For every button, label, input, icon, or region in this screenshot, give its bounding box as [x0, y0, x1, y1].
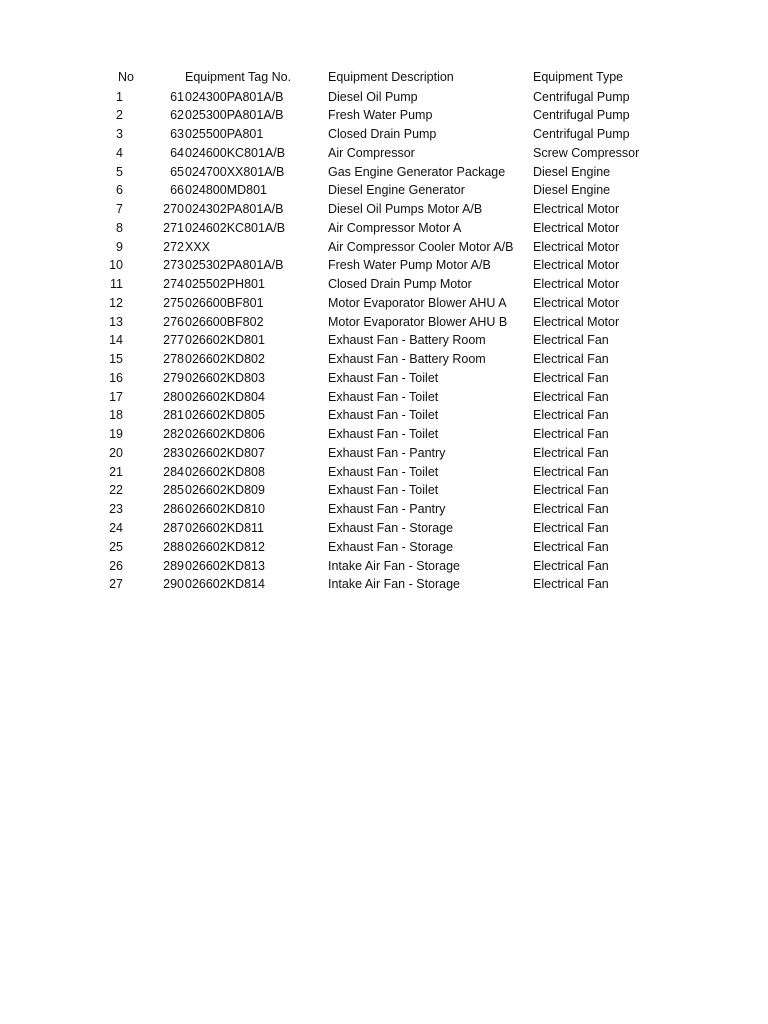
- row-no: 25: [109, 539, 123, 554]
- row-no: 23: [109, 502, 123, 517]
- row-no: 6: [116, 183, 123, 198]
- row-type: Diesel Engine: [533, 183, 611, 198]
- row-tag: 026602KD810: [185, 502, 265, 517]
- row-no: 11: [110, 277, 123, 292]
- row-tag: 026602KD806: [185, 427, 265, 442]
- row-tag: 025502PH801: [185, 277, 265, 292]
- row-no: 1: [116, 89, 123, 104]
- row-no: 19: [109, 427, 123, 442]
- row-description: Exhaust Fan - Pantry: [328, 502, 446, 517]
- table-row: [0, 425, 768, 444]
- header-type: Equipment Type: [533, 70, 624, 84]
- row-no: 24: [109, 520, 123, 535]
- row-tag: 026600BF802: [185, 314, 264, 329]
- table-row: [0, 219, 768, 238]
- table-row: [0, 406, 768, 425]
- row-type: Screw Compressor: [533, 145, 640, 160]
- row-tag-prefix: 273: [163, 258, 184, 273]
- row-tag-prefix: 61: [170, 89, 184, 104]
- row-tag-prefix: 270: [163, 202, 184, 217]
- row-tag-prefix: 66: [170, 183, 184, 198]
- row-tag: 026602KD807: [185, 445, 265, 460]
- row-type: Electrical Fan: [533, 408, 609, 423]
- table-row: [0, 181, 768, 200]
- row-type: Electrical Motor: [533, 220, 620, 235]
- row-no: 4: [116, 145, 123, 160]
- row-type: Electrical Motor: [533, 314, 620, 329]
- row-description: Air Compressor: [328, 145, 415, 160]
- row-tag: 026602KD809: [185, 483, 265, 498]
- row-description: Exhaust Fan - Storage: [328, 520, 454, 535]
- row-type: Electrical Fan: [533, 333, 609, 348]
- row-tag: 025500PA801: [185, 127, 264, 142]
- row-type: Electrical Fan: [533, 352, 609, 367]
- table-row: [0, 557, 768, 576]
- row-description: Fresh Water Pump Motor A/B: [328, 258, 491, 273]
- row-no: 3: [116, 127, 123, 142]
- table-row: [0, 388, 768, 407]
- row-type: Electrical Fan: [533, 483, 609, 498]
- row-tag: 024300PA801A/B: [185, 89, 284, 104]
- row-description: Exhaust Fan - Toilet: [328, 427, 439, 442]
- row-tag: 024700XX801A/B: [185, 164, 285, 179]
- row-no: 2: [116, 108, 123, 123]
- row-description: Exhaust Fan - Storage: [328, 539, 454, 554]
- table-row: [0, 538, 768, 557]
- table-row: [0, 144, 768, 163]
- row-no: 20: [109, 445, 123, 460]
- row-type: Electrical Motor: [533, 258, 620, 273]
- row-tag: 026602KD808: [185, 464, 265, 479]
- row-tag: 026600BF801: [185, 295, 264, 310]
- row-type: Electrical Fan: [533, 577, 609, 592]
- row-type: Electrical Fan: [533, 464, 609, 479]
- table-row: [0, 294, 768, 313]
- row-tag-prefix: 279: [163, 370, 184, 385]
- row-tag-prefix: 290: [163, 577, 184, 592]
- row-no: 22: [109, 483, 123, 498]
- row-tag-prefix: 272: [163, 239, 184, 254]
- row-tag-prefix: 284: [163, 464, 184, 479]
- row-description: Closed Drain Pump: [328, 127, 437, 142]
- table-row: [0, 481, 768, 500]
- row-no: 10: [109, 258, 123, 273]
- row-description: Intake Air Fan - Storage: [328, 577, 461, 592]
- row-description: Exhaust Fan - Pantry: [328, 445, 446, 460]
- row-tag: 026602KD813: [185, 558, 265, 573]
- row-no: 16: [109, 370, 123, 385]
- row-type: Electrical Fan: [533, 558, 609, 573]
- row-type: Centrifugal Pump: [533, 89, 630, 104]
- row-description: Exhaust Fan - Toilet: [328, 370, 439, 385]
- row-no: 5: [116, 164, 123, 179]
- row-type: Electrical Motor: [533, 277, 620, 292]
- row-type: Electrical Motor: [533, 239, 620, 254]
- table-row: [0, 350, 768, 369]
- row-tag-prefix: 281: [163, 408, 184, 423]
- row-type: Electrical Motor: [533, 295, 620, 310]
- row-tag-prefix: 286: [163, 502, 184, 517]
- row-no: 8: [116, 220, 123, 235]
- row-tag: 026602KD804: [185, 389, 265, 404]
- row-tag-prefix: 64: [170, 145, 184, 160]
- table-row: [0, 331, 768, 350]
- row-tag: 024800MD801: [185, 183, 268, 198]
- table-row: [0, 444, 768, 463]
- row-description: Gas Engine Generator Package: [328, 164, 506, 179]
- row-tag-prefix: 282: [163, 427, 184, 442]
- row-description: Diesel Engine Generator: [328, 183, 465, 198]
- row-no: 9: [116, 239, 123, 254]
- row-tag: XXX: [185, 239, 211, 254]
- table-row: [0, 519, 768, 538]
- row-type: Electrical Fan: [533, 520, 609, 535]
- row-type: Electrical Fan: [533, 427, 609, 442]
- row-no: 12: [109, 295, 123, 310]
- header-tag: Equipment Tag No.: [185, 70, 292, 84]
- header-no: No: [118, 70, 134, 84]
- table-header: [0, 68, 768, 87]
- row-description: Exhaust Fan - Toilet: [328, 483, 439, 498]
- row-tag: 026602KD812: [185, 539, 265, 554]
- table-row: [0, 313, 768, 332]
- table-row: [0, 275, 768, 294]
- row-no: 27: [109, 577, 123, 592]
- row-tag-prefix: 65: [170, 164, 184, 179]
- row-type: Electrical Fan: [533, 370, 609, 385]
- row-tag-prefix: 283: [163, 445, 184, 460]
- table-row: [0, 88, 768, 107]
- row-tag: 026602KD811: [185, 520, 265, 535]
- row-description: Exhaust Fan - Toilet: [328, 389, 439, 404]
- row-no: 15: [109, 352, 123, 367]
- row-description: Exhaust Fan - Battery Room: [328, 333, 486, 348]
- row-no: 18: [109, 408, 123, 423]
- row-type: Diesel Engine: [533, 164, 611, 179]
- row-no: 17: [109, 389, 123, 404]
- row-type: Electrical Fan: [533, 502, 609, 517]
- row-tag-prefix: 63: [170, 127, 184, 142]
- row-description: Exhaust Fan - Toilet: [328, 464, 439, 479]
- table-row: [0, 575, 768, 594]
- row-type: Electrical Motor: [533, 202, 620, 217]
- row-tag-prefix: 271: [163, 220, 184, 235]
- row-tag-prefix: 280: [163, 389, 184, 404]
- row-no: 13: [109, 314, 123, 329]
- table-row: [0, 238, 768, 257]
- row-tag-prefix: 275: [163, 295, 184, 310]
- row-description: Motor Evaporator Blower AHU B: [328, 314, 508, 329]
- table-row: [0, 106, 768, 125]
- row-description: Air Compressor Cooler Motor A/B: [328, 239, 514, 254]
- row-tag: 025300PA801A/B: [185, 108, 284, 123]
- row-tag-prefix: 276: [163, 314, 184, 329]
- row-tag-prefix: 287: [163, 520, 184, 535]
- row-description: Fresh Water Pump: [328, 108, 433, 123]
- header-description: Equipment Description: [328, 70, 454, 84]
- row-tag: 024602KC801A/B: [185, 220, 286, 235]
- row-no: 21: [109, 464, 123, 479]
- row-type: Electrical Fan: [533, 539, 609, 554]
- row-tag-prefix: 274: [163, 277, 184, 292]
- table-row: [0, 463, 768, 482]
- table-row: [0, 200, 768, 219]
- row-tag: 024302PA801A/B: [185, 202, 284, 217]
- row-tag-prefix: 285: [163, 483, 184, 498]
- row-no: 26: [109, 558, 123, 573]
- table-row: [0, 125, 768, 144]
- row-type: Centrifugal Pump: [533, 108, 630, 123]
- table-row: [0, 163, 768, 182]
- row-tag: 026602KD805: [185, 408, 265, 423]
- row-tag: 026602KD801: [185, 333, 265, 348]
- row-tag: 026602KD803: [185, 370, 265, 385]
- row-tag-prefix: 289: [163, 558, 184, 573]
- row-tag: 024600KC801A/B: [185, 145, 286, 160]
- table-row: [0, 369, 768, 388]
- row-type: Electrical Fan: [533, 445, 609, 460]
- row-description: Diesel Oil Pump: [328, 89, 418, 104]
- row-tag-prefix: 288: [163, 539, 184, 554]
- row-description: Diesel Oil Pumps Motor A/B: [328, 202, 483, 217]
- row-type: Centrifugal Pump: [533, 127, 630, 142]
- row-no: 14: [109, 333, 123, 348]
- row-tag-prefix: 62: [170, 108, 184, 123]
- row-description: Exhaust Fan - Toilet: [328, 408, 439, 423]
- row-no: 7: [116, 202, 123, 217]
- row-description: Closed Drain Pump Motor: [328, 277, 472, 292]
- row-type: Electrical Fan: [533, 389, 609, 404]
- row-description: Air Compressor Motor A: [328, 220, 462, 235]
- row-tag: 026602KD814: [185, 577, 265, 592]
- table-row: [0, 256, 768, 275]
- row-description: Intake Air Fan - Storage: [328, 558, 461, 573]
- row-tag-prefix: 277: [163, 333, 184, 348]
- row-description: Motor Evaporator Blower AHU A: [328, 295, 507, 310]
- table-row: [0, 500, 768, 519]
- row-description: Exhaust Fan - Battery Room: [328, 352, 486, 367]
- row-tag-prefix: 278: [163, 352, 184, 367]
- row-tag: 025302PA801A/B: [185, 258, 284, 273]
- row-tag: 026602KD802: [185, 352, 265, 367]
